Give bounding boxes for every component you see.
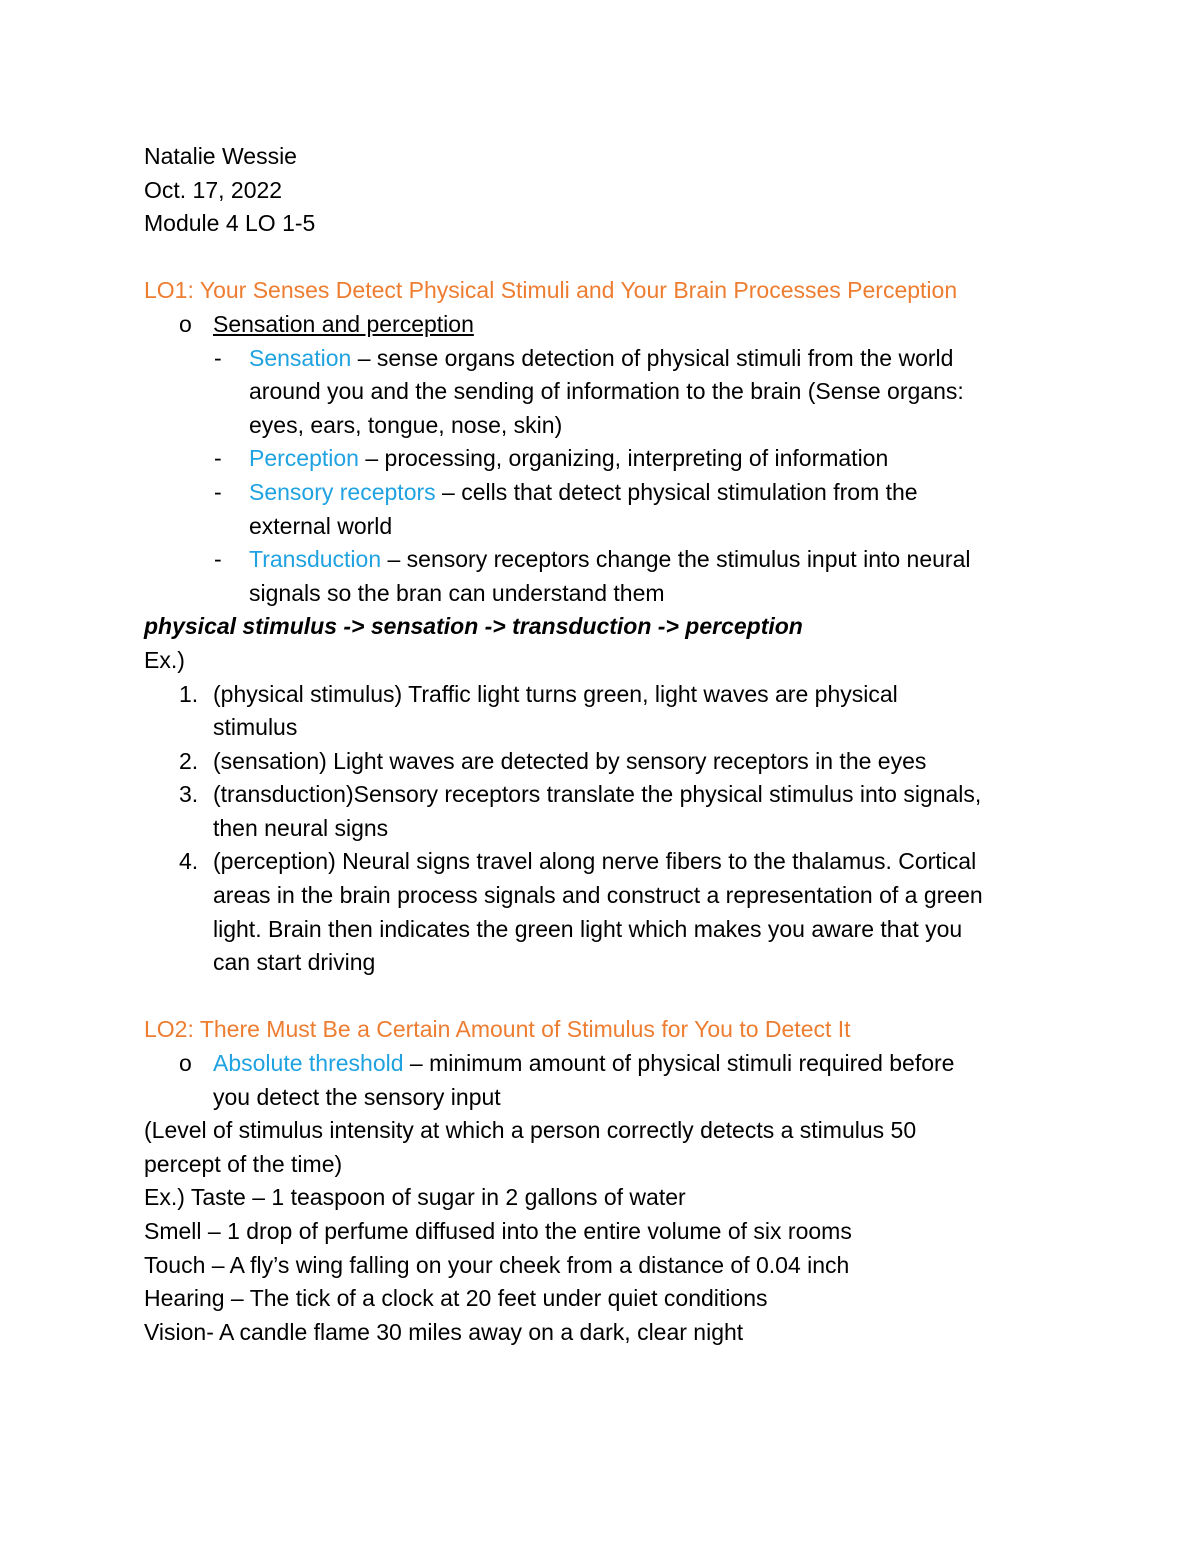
module-title: Module 4 LO 1-5: [144, 210, 316, 237]
lo1-subsection-title: Sensation and perception: [213, 310, 474, 337]
definition-item: [144, 342, 1064, 376]
circle-bullet-icon: o: [179, 1050, 192, 1077]
step-continuation: areas in the brain process signals and construct a representation of a green: [213, 882, 983, 909]
lo1-heading: LO1: Your Senses Detect Physical Stimuli and Your Brain Processes Perception: [144, 277, 958, 304]
document-body: [144, 140, 1064, 1349]
threshold-example: Vision- A candle flame 30 miles away on a dark, clear night: [144, 1318, 744, 1345]
author-name: Natalie Wessie: [144, 143, 297, 169]
threshold-example: Smell – 1 drop of perfume diffused into the entire volume of six rooms: [144, 1218, 852, 1244]
dash-bullet-icon: -: [214, 445, 222, 472]
definition-text: – sensory receptors change the stimulus input into neural: [387, 546, 971, 573]
step-text: (transduction)Sensory receptors translate the physical stimulus into signals,: [213, 781, 982, 808]
definition-continuation: around you and the sending of information to the brain (Sense organs:: [249, 378, 964, 405]
definition-term: Sensation: [249, 344, 352, 371]
spacer: [144, 241, 1064, 275]
definition-item: [144, 476, 1064, 510]
definition-text: – cells that detect physical stimulation from the: [442, 478, 918, 505]
lo2-definition-item: [144, 1047, 1064, 1081]
definition-term: Transduction: [249, 546, 382, 573]
definition-text: – sense organs detection of physical stimuli from the world: [357, 344, 954, 371]
step-text: (perception) Neural signs travel along nerve fibers to the thalamus. Cortical: [213, 848, 977, 875]
definition-text: – processing, organizing, interpreting of information: [365, 445, 889, 472]
definition-continuation: signals so the bran can understand them: [249, 579, 665, 606]
numbered-step: [144, 745, 1064, 779]
threshold-example: Touch – A fly’s wing falling on your cheek from a distance of 0.04 inch: [144, 1251, 850, 1278]
dash-bullet-icon: -: [214, 546, 222, 573]
example-label: Ex.): [144, 646, 185, 673]
definition-term: Perception: [249, 445, 359, 472]
step-number: 3.: [179, 781, 199, 808]
dash-bullet-icon: -: [214, 478, 222, 505]
step-number: 4.: [179, 848, 199, 875]
definition-continuation: eyes, ears, tongue, nose, skin): [249, 411, 563, 438]
step-continuation: then neural signs: [213, 814, 389, 841]
lo1-subsection: [144, 308, 1064, 342]
spacer: [144, 980, 1064, 1014]
definition-term: Absolute threshold: [213, 1050, 404, 1077]
process-sequence: physical stimulus -> sensation -> transduction -> perception: [144, 613, 803, 640]
step-continuation: stimulus: [213, 714, 298, 741]
numbered-step: [144, 678, 1064, 712]
step-number: 2.: [179, 747, 199, 774]
document-date: Oct. 17, 2022: [144, 176, 283, 203]
numbered-step: [144, 845, 1064, 879]
step-text: (physical stimulus) Traffic light turns green, light waves are physical: [213, 680, 898, 707]
threshold-note: percept of the time): [144, 1150, 343, 1177]
definition-continuation: external world: [249, 512, 393, 539]
step-continuation: can start driving: [213, 949, 376, 976]
threshold-example: Hearing – The tick of a clock at 20 feet under quiet conditions: [144, 1285, 768, 1312]
threshold-note: (Level of stimulus intensity at which a person correctly detects a stimulus 50: [144, 1117, 917, 1144]
threshold-example: Ex.) Taste – 1 teaspoon of sugar in 2 gallons of water: [144, 1184, 686, 1211]
definition-term: Sensory receptors: [249, 478, 436, 505]
definition-item: [144, 442, 1064, 476]
definition-item: [144, 543, 1064, 577]
step-number: 1.: [179, 680, 199, 707]
numbered-step: [144, 778, 1064, 812]
dash-bullet-icon: -: [214, 344, 222, 371]
step-text: (sensation) Light waves are detected by sensory receptors in the eyes: [213, 747, 927, 774]
definition-text: – minimum amount of physical stimuli required before: [409, 1050, 955, 1077]
lo2-heading: LO2: There Must Be a Certain Amount of Stimulus for You to Detect It: [144, 1016, 851, 1043]
step-continuation: light. Brain then indicates the green light which makes you aware that you: [213, 915, 963, 942]
definition-continuation: you detect the sensory input: [213, 1083, 501, 1110]
circle-bullet-icon: o: [179, 310, 192, 337]
